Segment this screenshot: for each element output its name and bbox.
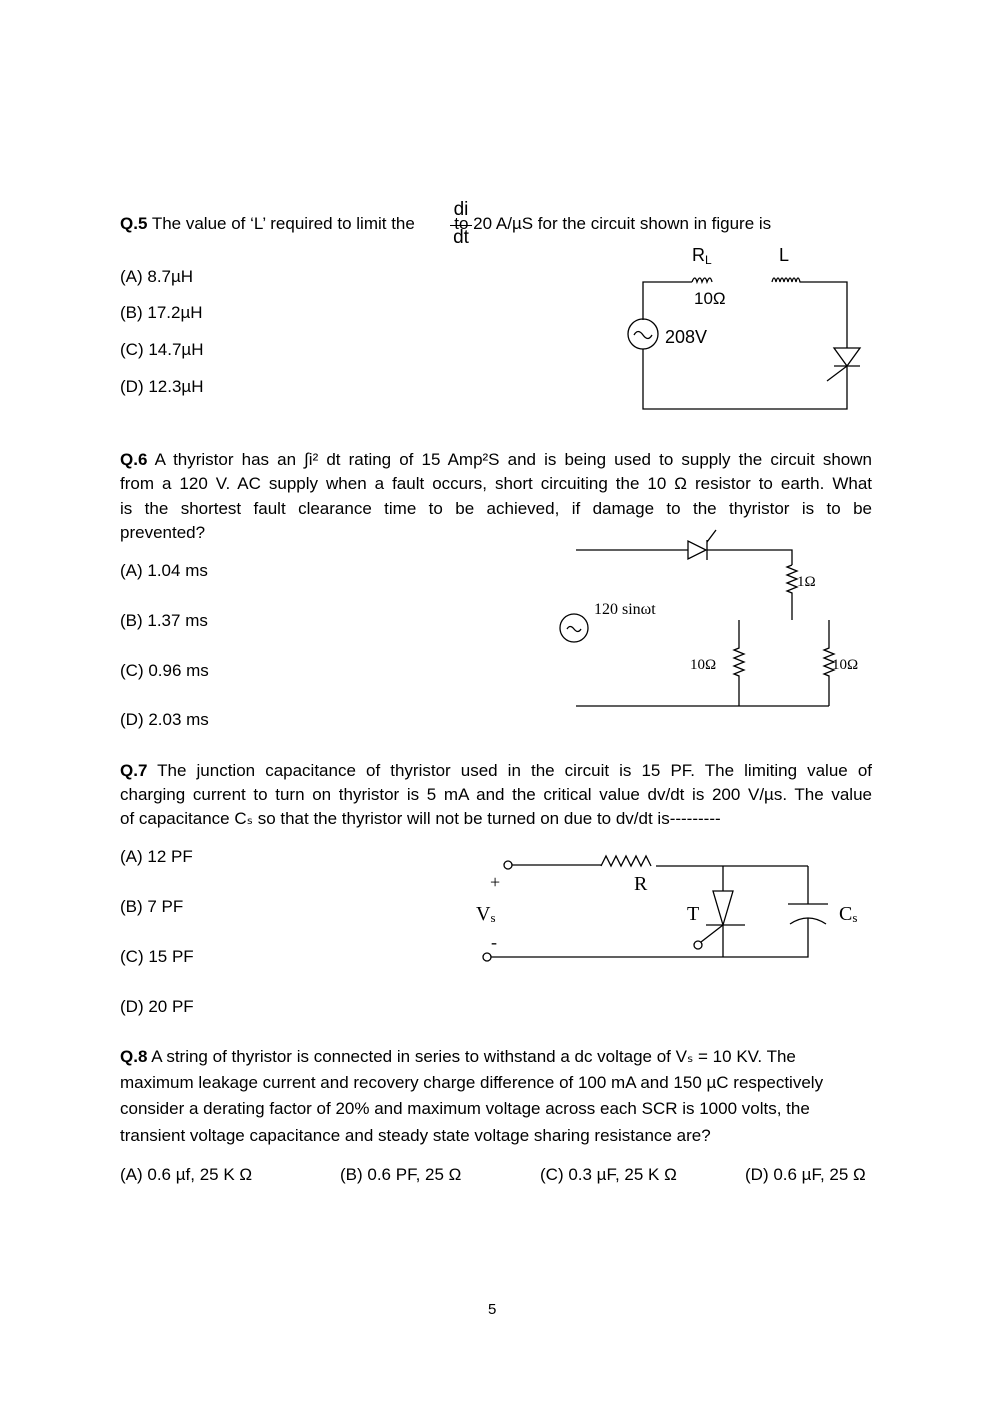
terminal-minus — [483, 953, 491, 961]
wire — [643, 349, 847, 409]
l-label: L — [779, 245, 790, 265]
q7-option-d[interactable]: (D) 20 PF — [120, 997, 194, 1016]
q8-option-d[interactable]: (D) 0.6 µF, 25 Ω — [745, 1165, 866, 1184]
q5-text-before: The value of ‘L’ required to limit the — [147, 214, 420, 233]
q8-line-2: maximum leakage current and recovery charge difference of 100 mA and 150 µC respectively — [120, 1073, 824, 1092]
q5-number: Q.5 — [120, 214, 148, 233]
t-label: T — [687, 903, 700, 925]
q7-line-2: charging current to turn on thyristor is 5 mA and the critical value dv/dt is 200 V/µs. The value — [120, 785, 872, 804]
inductor-l — [772, 278, 803, 282]
sine-icon — [567, 627, 581, 632]
thyristor-gate — [707, 530, 716, 542]
r-label: R — [634, 873, 648, 895]
q7-option-c[interactable]: (C) 15 PF — [120, 947, 194, 966]
q7-text: The junction capacitance of thyristor used in the circuit is 15 PF. The limiting value of — [147, 761, 872, 780]
terminal-plus — [504, 861, 512, 869]
q5-option-b[interactable]: (B) 17.2µH — [120, 303, 203, 322]
source-label: 208V — [665, 327, 708, 347]
resistor-1ohm — [787, 565, 797, 620]
resistor-r — [601, 856, 651, 866]
gate-terminal — [694, 941, 702, 949]
q7-number: Q.7 — [120, 761, 148, 780]
q6-option-d[interactable]: (D) 2.03 ms — [120, 710, 209, 729]
q6-option-a[interactable]: (A) 1.04 ms — [120, 561, 208, 580]
thyristor-gate — [827, 366, 847, 381]
q6-text: A thyristor has an ∫i² dt rating of 15 Amp²S and is being used to supply the circuit shown — [147, 450, 872, 469]
fraction-numerator: di — [453, 199, 469, 220]
r2-label: 10Ω — [690, 657, 717, 673]
q7-option-a[interactable]: (A) 12 PF — [120, 847, 193, 866]
q7-option-b[interactable]: (B) 7 PF — [120, 897, 184, 916]
q8-option-c[interactable]: (C) 0.3 µF, 25 K Ω — [540, 1165, 677, 1184]
q6-circuit — [560, 530, 858, 706]
resistor-rl — [692, 278, 712, 282]
vs-label: Vs — [476, 903, 496, 925]
plus-label: + — [490, 872, 501, 892]
q5-option-d[interactable]: (D) 12.3µH — [120, 377, 204, 396]
thyristor-icon — [834, 348, 860, 366]
q5-circuit — [628, 245, 860, 409]
wire — [643, 282, 692, 320]
q6-option-b[interactable]: (B) 1.37 ms — [120, 611, 208, 630]
q8-number: Q.8 — [120, 1047, 148, 1066]
page-number: 5 — [488, 1301, 497, 1318]
resistance-label: 10Ω — [694, 289, 726, 308]
thyristor-icon — [688, 541, 706, 559]
source-label: 120 sinωt — [594, 601, 656, 618]
q8-text: A string of thyristor is connected in series to withstand a dc voltage of Vₛ = 10 KV. The — [147, 1047, 796, 1066]
thyristor-gate — [701, 925, 723, 942]
wire — [803, 282, 847, 348]
r3-label: 10Ω — [832, 657, 859, 673]
r1-label: 1Ω — [797, 574, 816, 590]
q6-line-2: from a 120 V. AC supply when a fault occurs, short circuiting the 10 Ω resistor to earth. What — [120, 474, 872, 493]
thyristor-icon — [713, 891, 733, 925]
q6-line-3: is the shortest fault clearance time to be achieved, if damage to the thyristor is to be — [120, 499, 872, 518]
sine-icon — [634, 332, 652, 339]
rl-label: RL — [692, 245, 712, 267]
minus-label: - — [491, 932, 497, 952]
q5-text-after: to 20 A/µS for the circuit shown in figure is — [449, 214, 772, 233]
q7-circuit — [476, 856, 857, 961]
q6-number: Q.6 — [120, 450, 148, 469]
q8-option-a[interactable]: (A) 0.6 µf, 25 K Ω — [120, 1165, 253, 1184]
q8-line-4: transient voltage capacitance and steady state voltage sharing resistance are? — [120, 1126, 711, 1145]
q8-line-3: consider a derating factor of 20% and maximum voltage across each SCR is 1000 volts, the — [120, 1099, 810, 1118]
q6-line-4: prevented? — [120, 523, 206, 542]
cs-label: Cs — [839, 903, 858, 925]
wire — [707, 550, 792, 565]
q6-option-c[interactable]: (C) 0.96 ms — [120, 661, 209, 680]
wire — [491, 918, 808, 957]
q5-option-a[interactable]: (A) 8.7µH — [120, 267, 194, 286]
q5-option-c[interactable]: (C) 14.7µH — [120, 340, 204, 359]
q8-option-b[interactable]: (B) 0.6 PF, 25 Ω — [340, 1165, 462, 1184]
q7-line-3: of capacitance Cₛ so that the thyristor will not be turned on due to dv/dt is--------- — [120, 809, 721, 828]
resistor-10ohm-left — [734, 620, 744, 706]
fraction-denominator: dt — [453, 227, 469, 248]
